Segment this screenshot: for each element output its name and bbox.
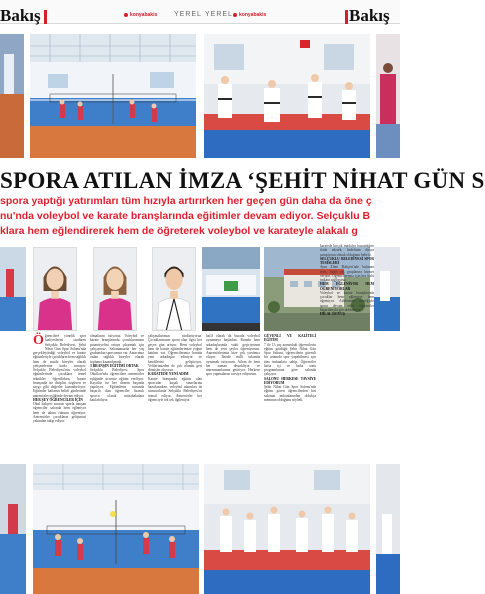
paragraph: Aynı Zihni Bahçesi'nde bulunan tesis, farklı yaş gruplarına hizmet veriyor. Öğrencilerimiz için her türlü imkanı sağlıyoruz. [320, 265, 374, 282]
paragraph: Voleybol ve karate branşlarında çocuklar hem eğleniyor hem öğreniyor. Ailelerinin desteğiyle spora devam eden öğrenciler başarılarıyla göz dolduruyor. [320, 290, 374, 312]
deck-line: nu'nda voleybol ve karate branşlarında eğitimler devam ediyor. Selçuklu B [0, 210, 371, 222]
photo-karate-training [204, 464, 370, 594]
subheading: KARATEDE YENİ ADIM [148, 372, 189, 377]
paragraph: hafif olarak da burada voleybol oynamaya başladım. Burada hem arkadaşlarımla vakit geçiriyorum hem de yeni şeyler öğreniyorum. Antrenörlerimiz bize çok yardımcı oluyor. İleride milli takımda oynamak istiyorum. Ailem de beni her zaman destekliyor ve antrenmanlarıma getiriyor. Herkese spor yapmalarını tavsiye ediyorum. [206, 334, 260, 377]
photo-right-edge [376, 34, 400, 158]
paragraph: Karate branşında eğitim alan sporcular kuşak sınavlarına hazırlanırken, voleybol takımları da turnuvalarda Selçuklu Belediyesi'ni temsil ediyor. Antrenörler her öğrenciyle tek tek ilgileniyor. [148, 376, 202, 402]
section-label: YEREL [174, 11, 202, 18]
subheading: 3 BRANŞIN EĞİTİMİ ORTAK [90, 363, 139, 368]
photo-karate-class [204, 34, 370, 158]
site-label-right [233, 12, 266, 18]
headline: SPORA ATILAN İMZA ‘ŞEHİT NİHAT GÜN S [0, 168, 485, 193]
photo-volleyball-hall [30, 34, 196, 158]
girl-player-portrait-2 [93, 247, 137, 331]
boy-karate-portrait [152, 247, 196, 331]
subheading: SALONU HERKESE TAVSİYE EDİYORUM [264, 376, 316, 385]
photo-court-left [0, 247, 26, 331]
paragraph: 7 ile 13 yaş arasındaki öğrencilerin eğitim gördüğü Şehit Nihat Gün Spor Salonu, öğrencilerin güvenli bir ortamda spor yapabilmesi için tüm imkanlara sahip. Öğrenciler hafta içi ve hafta sonu programlarına göre salonda çalışıyor. [264, 342, 316, 377]
paragraph: çalışmalarımızı sürdürüyoruz. Çocuklarımızın spora olan ilgisi her geçen gün artıyor. Hem voleybol hem de karate eğitimlerimize yoğun katılım var. Öğrencilerimiz burada yeni arkadaşlar ediniyor ve kendilerini geliştiriyor. Velilerimizden de çok olumlu geri dönüşler alıyoruz. [148, 334, 202, 372]
paragraph: Şehit Nihat Gün Spor Salonu'nda eğitim gören öğrencilerden biri salonun imkanlarından oldukça memnun olduğunu söyledi. [264, 385, 316, 402]
author-signature: HİLAL DOYUŞ [320, 312, 345, 316]
brand-accent-bar-right [345, 10, 348, 24]
brand-accent-bar [44, 10, 47, 24]
paragraph: karatede birçok madalya kazandığını ifade ederek, hedefinin dünya şampiyonu olmak olduğunu belirtti. [320, 244, 374, 257]
brand-logo: Bakış [0, 6, 41, 25]
subheading: GÜVENLİ VE KALİTELİ EĞİTİM [264, 334, 316, 343]
paragraph: Okul bahçesi sonrası sporla tanışan öğrenciler salonda hem eğleniyor hem de takım ruhunu öğreniyor. Antrenörler çocukların gelişimini yakından takip ediyor. [33, 402, 86, 423]
paragraph: Selçuklu Belediyesi Spor Okulları'nda öğrencilere antrenörler eşliğinde ücretsiz eğitim veriliyor. Kayıtlar ise her dönem başında yapılıyor. Eğitimlerin sonunda başarılı olan öğrenciler lisanslı sporcu olarak müsabakalara katılabiliyor. [90, 368, 144, 402]
brand-logo-right: Bakış [349, 6, 390, 25]
subheading: HEM EĞLENİYOR HEM ÖĞRENİYORLAR [320, 282, 374, 291]
girl-player-portrait [33, 247, 77, 331]
photo-volleyball-training [33, 464, 199, 594]
article-column-4 [206, 334, 260, 460]
paragraph: ğrencilere yönelik spor faaliyetlerini sürdüren Selçuklu Belediyesi, Şehit Nihat Gün Spor Salonu'nda gerçekleştirdiği voleybol ve karate eğitimleriyle çocukların hem sağlıklı hem de mutlu bireyler olarak yetişmelerine katkı sunuyor. Selçuklu Belediyesi'nin voleybol eğitimlerinde çocuklara temel teknikler öğretilirken, karate branşında ise disiplin, özgüven ve saygı gibi değerler kazandırılıyor. Eğitimler haftanın belirli günlerinde antrenörler eşliğinde devam ediyor. [33, 334, 86, 398]
section-label-right: YEREL [205, 11, 233, 18]
subheading: HER ŞEY ÖĞRENCİLER İÇİN [33, 397, 83, 402]
photo-left-edge [0, 34, 24, 158]
article-column-6 [320, 244, 374, 460]
article-column-5 [264, 334, 316, 460]
site-label [124, 12, 157, 18]
subheading: SELÇUKLU BELEDİYESİ SPOR TESİSLERİ [320, 256, 374, 265]
paragraph: olmalarını istiyoruz. Voleybol ve karate branşlarında çocuklarımızın potansiyelini ortaya çıkarmak için çalışıyoruz. Salonumuzda her yaş grubundan sporcumuz var. Amacımız onları sağlıklı bireyler olarak topluma kazandırmak. [90, 334, 144, 364]
site-label-right-text: konyabakis [239, 12, 267, 18]
article-column-2 [90, 334, 144, 460]
deck-line: spora yaptığı yatırımları tüm hızıyla artırırken her geçen gün daha da öne ç [0, 195, 372, 207]
photo-bottom-left-edge [0, 464, 26, 594]
dropcap: Ö [33, 333, 44, 348]
photo-right-mid [374, 247, 400, 331]
article-column-1 [33, 334, 86, 460]
deck-line: klara hem eğlendirerek hem de öğreterek voleybol ve karateyle alakalı g [0, 225, 358, 237]
photo-sports-hall-interior [202, 247, 260, 331]
photo-bottom-right-edge [376, 464, 400, 594]
article-column-3 [148, 334, 202, 460]
site-label-text: konyabakis [130, 12, 158, 18]
